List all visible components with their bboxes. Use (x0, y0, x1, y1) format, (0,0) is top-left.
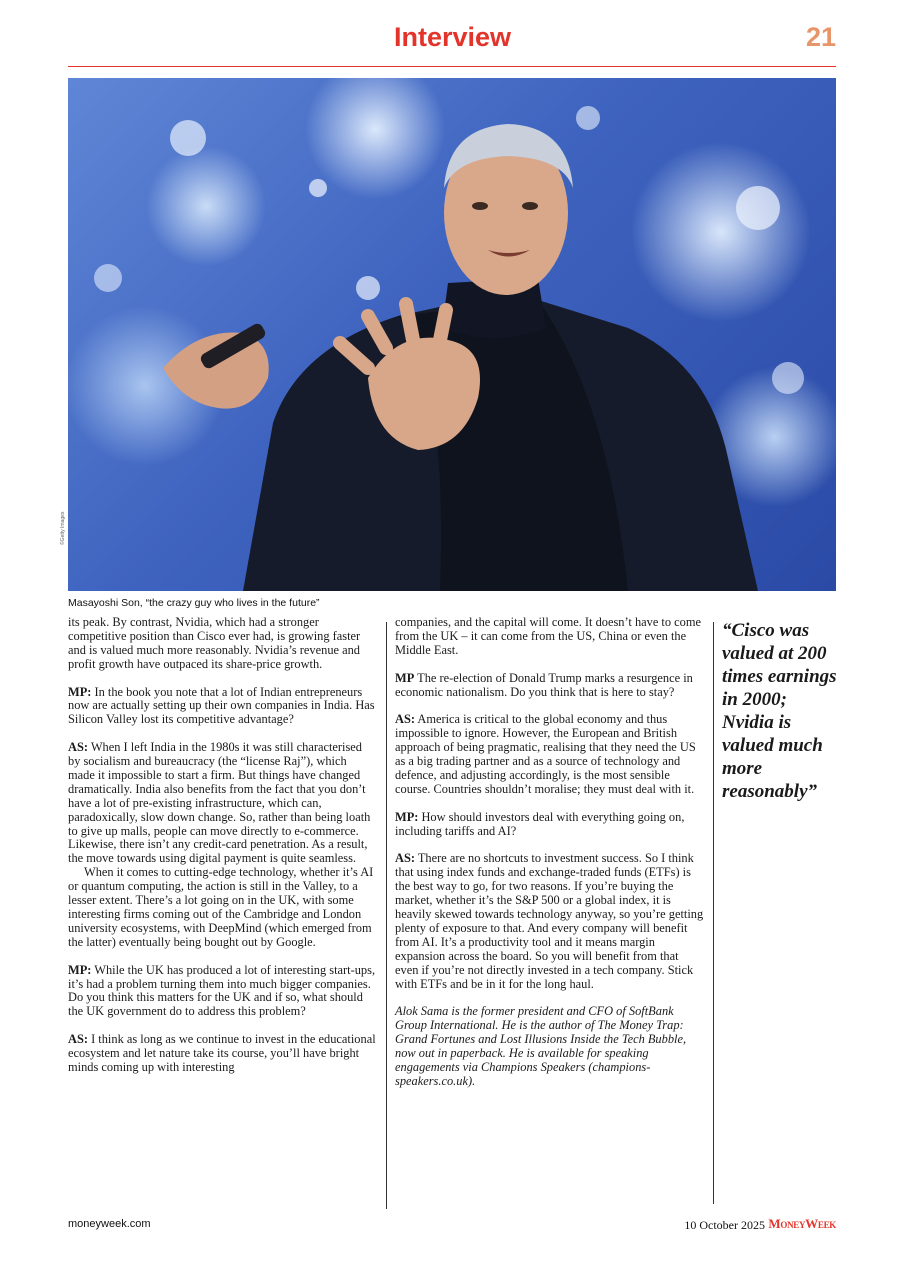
footer-date: 10 October 2025 (684, 1218, 765, 1232)
paragraph: companies, and the capital will come. It doesn’t have to come from the UK – it can come from the US, China or even the Middle East. (395, 615, 701, 657)
column-divider (713, 622, 714, 1204)
question: MP: In the book you note that a lot of Indian entrepreneurs now are actually setting up their own companies in India. Has Silicon Valley lost its competitive advantage? (68, 684, 375, 727)
answer: AS: America is critical to the global economy and thus impossible to ignore. However, the European and British approach of being pragmatic, realising that they need the US as a big trading partner and as a source of technology and defence, and adjusting accordingly, is the most sensible course. Countries shouldn’t moralise; they must deal with it. (395, 712, 696, 796)
section-title: Interview (393, 22, 512, 52)
answer: AS: I think as long as we continue to invest in the educational ecosystem and let nature take its course, you’ll have bright minds coming up with interesting (68, 1032, 376, 1074)
author-bio: Alok Sama is the former president and CFO of SoftBank Group International. He is the author of The Money Trap: Grand Fortunes and Lost Illusions Inside the Tech Bubble, now out in paperback. He is available for speaking engagements via Champions Speakers (champions-speakers.co.uk). (395, 1004, 687, 1088)
paragraph: its peak. By contrast, Nvidia, which had a stronger competitive position than Cisco ever had, is growing faster and is valued much more reasonably. Nvidia’s revenue and profit growth have outpaced its share-price growth. (68, 615, 361, 671)
column-divider (386, 622, 387, 1209)
brand-logo: MoneyWeek (768, 1216, 836, 1231)
answer: AS: When I left India in the 1980s it was still characterised by socialism and bureaucracy (the “license Raj”), which made it impossible to start a firm. But things have changed dramatically. India also benefits from the fact that you don’t have a lot of pre-existing infrastructure, which can, paradoxically, slow down change. So, rather than being loath to give up malls, people can move directly to e-commerce. Likewise, there isn’t any credit-card penetration. As a result, the move towards using digital payment is quite seamless. (68, 740, 371, 866)
paragraph: When it comes to cutting-edge technology, whether it’s AI or quantum computing, the action is still in the Valley, to a lesser extent. There’s a lot going on in the UK, with some interesting firms coming out of the Cambridge and London university ecosystems, with DeepMind (which emerged from the latter) eventually being bought out by Google. (68, 865, 374, 949)
article-column-1 (68, 616, 376, 1089)
photo-caption: Masayoshi Son, “the crazy guy who lives in the future” (68, 597, 320, 609)
question: MP The re-election of Donald Trump marks a resurgence in economic nationalism. Do you think that is here to stay? (395, 670, 693, 699)
footer-url: moneyweek.com (68, 1218, 151, 1230)
answer: AS: There are no shortcuts to investment success. So I think that using index funds and exchange-traded funds (ETFs) is the best way to go, for two reasons. If you’re buying the market, whether it’s the S&P 500 or a global index, it is heavily skewed towards technology anyway, so you’re getting plenty of exposure to that. And every company will benefit from AI. It’s a productivity tool and it means margin expansion across the board. So you will benefit from that even if you’re not directly invested in a tech company. Stick with ETFs and be in it for the long haul. (395, 851, 704, 991)
speaker-photo (68, 78, 836, 591)
speaker-illustration (68, 78, 836, 591)
question: MP: While the UK has produced a lot of interesting start-ups, it’s had a problem turning them into much bigger companies. Do you think this matters for the UK and if so, what should the UK government do to address this problem? (68, 962, 376, 1019)
question: MP: How should investors deal with everything going on, including tariffs and AI? (395, 809, 685, 838)
article-column-2 (395, 616, 705, 1103)
page-number: 21 (805, 22, 836, 52)
pull-quote: “Cisco was valued at 200 times earnings in 2000; Nvidia is valued much more reasonably” (722, 620, 837, 802)
photo-credit: ©Getty Images (60, 511, 66, 545)
header-divider (68, 66, 836, 67)
